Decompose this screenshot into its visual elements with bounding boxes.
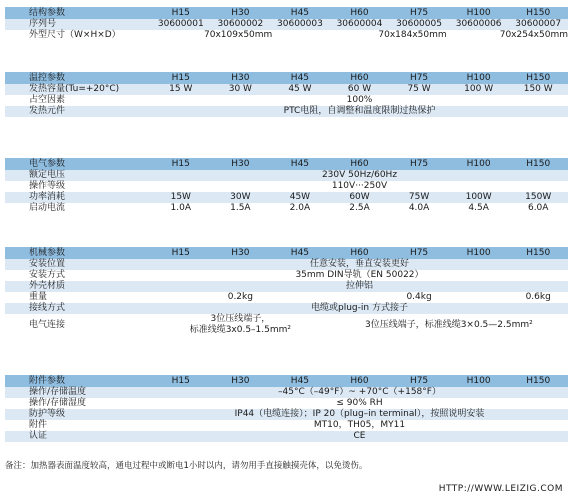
dims-value-medium: 70x184x50mm [378, 30, 447, 40]
power-value: 100 W [464, 84, 494, 94]
serial-value: 30600005 [396, 19, 442, 29]
accessory-header [5, 375, 568, 387]
op-humidity-row [5, 398, 568, 409]
current-value: 2.0A [289, 203, 311, 213]
model-h75: H75 [409, 159, 429, 169]
accessories-row [5, 420, 568, 431]
serial-value: 30600002 [217, 19, 264, 29]
section-title: 温控参数 [29, 73, 66, 83]
voltage-row [5, 170, 568, 181]
model-h75: H75 [409, 8, 429, 18]
model-h30: H30 [231, 73, 250, 83]
certification-value: CE [353, 431, 366, 441]
model-h150: H150 [526, 376, 551, 386]
model-h75: H75 [409, 248, 429, 258]
serial-value: 30600007 [515, 19, 562, 29]
row-label: 电气连接 [29, 319, 66, 330]
row-label: 额定电压 [29, 170, 66, 180]
row-label: 重量 [29, 292, 48, 302]
model-h150: H150 [526, 73, 551, 83]
model-h45: H45 [290, 73, 310, 83]
footer-note: 备注：加热器表面温度较高，通电过程中或断电1小时以内，请勿用手直接触摸壳体，以免烫伤。 [5, 461, 368, 471]
model-h60: H60 [350, 8, 369, 18]
model-h100: H100 [466, 8, 491, 18]
connection-large: 3位压线端子，标准线缆3×0.5—2.5mm² [364, 319, 533, 330]
model-h100: H100 [466, 159, 491, 169]
serial-row [5, 19, 568, 30]
row-label: 序列号 [29, 19, 57, 29]
material-row [5, 281, 568, 292]
protection-row [5, 409, 568, 420]
current-value: 1.0A [170, 203, 192, 213]
accessories-value: MT10，TH05，MY11 [313, 420, 406, 430]
material-value: 拉伸铝 [345, 281, 373, 291]
dims-value-large: 70x254x50mm [499, 30, 568, 40]
model-h15: H15 [171, 376, 190, 386]
serial-value: 30600004 [336, 19, 383, 29]
space-value: 100% [346, 95, 373, 105]
structure-section [5, 7, 568, 41]
level-row [5, 181, 568, 192]
power-value: 15 W [169, 84, 193, 94]
op-temp-value: –45°C（–49°F）~ +70°C（+158°F） [278, 387, 441, 397]
weight-medium: 0.4kg [406, 292, 432, 302]
power-row [5, 84, 568, 95]
row-label: 启动电流 [29, 203, 66, 213]
consumption-value: 45W [289, 192, 311, 202]
model-h15: H15 [171, 73, 190, 83]
connection-small: 3位压线端子， 标准线缆3x0.5–1.5mm² [189, 314, 292, 335]
consumption-value: 60W [349, 192, 370, 202]
model-h30: H30 [231, 376, 250, 386]
connection-row [5, 314, 568, 336]
section-title: 电气参数 [29, 159, 66, 169]
consumption-value: 100W [465, 192, 492, 202]
website-url[interactable]: HTTP://WWW.LEIZIG.COM [438, 484, 563, 494]
model-h45: H45 [290, 159, 310, 169]
thermal-header [5, 72, 568, 84]
row-label: 外壳材质 [29, 281, 66, 291]
method-row [5, 270, 568, 281]
space-row [5, 95, 568, 106]
row-label: 安装方式 [29, 270, 66, 280]
power-value: 45 W [288, 84, 312, 94]
weight-large: 0.6kg [525, 292, 551, 302]
serial-value: 30600003 [277, 19, 323, 29]
model-h60: H60 [350, 248, 369, 258]
mechanical-header [5, 247, 568, 259]
protection-value: IP44（电缆连接）；IP 20（plug–in terminal），按照说明安装 [234, 409, 485, 419]
model-h75: H75 [409, 73, 429, 83]
accessory-section [5, 375, 568, 442]
row-label: 操作等级 [29, 181, 66, 191]
wiring-value: 电缆或plug-in 方式接子 [311, 303, 408, 313]
current-value: 2.5A [349, 203, 370, 213]
row-label: 操作/存储温度 [29, 387, 87, 397]
model-h45: H45 [290, 248, 310, 258]
consumption-value: 150W [525, 192, 552, 202]
model-h150: H150 [526, 159, 551, 169]
model-h15: H15 [171, 248, 190, 258]
dims-value-small: 70x109x50mm [204, 30, 273, 40]
section-title: 结构参数 [29, 8, 66, 18]
consumption-value: 75W [408, 192, 430, 202]
model-h75: H75 [409, 376, 429, 386]
model-h30: H30 [231, 8, 250, 18]
element-row [5, 106, 568, 117]
consumption-row [5, 192, 568, 203]
consumption-value: 15W [170, 192, 191, 202]
row-label: 附件 [29, 420, 48, 430]
power-value: 30 W [228, 84, 252, 94]
op-humidity-value: ≤ 90% RH [336, 398, 383, 408]
model-h60: H60 [350, 73, 369, 83]
row-label: 外型尺寸（W×H×D） [29, 30, 121, 40]
model-h150: H150 [526, 8, 551, 18]
row-label: 防护等级 [29, 409, 66, 419]
model-h15: H15 [171, 8, 190, 18]
serial-value: 30600001 [157, 19, 204, 29]
electrical-header [5, 158, 568, 170]
model-h100: H100 [466, 73, 491, 83]
dims-row [5, 30, 568, 41]
model-h30: H30 [231, 248, 250, 258]
row-label: 占空因素 [29, 95, 66, 105]
certification-row [5, 431, 568, 442]
model-h45: H45 [290, 376, 310, 386]
model-h60: H60 [350, 376, 369, 386]
position-value: 任意安装，垂直安装更好 [309, 259, 409, 269]
element-value: PTC电阻，自调整和温度限制过热保护 [283, 106, 436, 116]
section-title: 机械参数 [29, 248, 66, 258]
structure-header [5, 7, 568, 19]
current-value: 4.0A [408, 203, 430, 213]
row-label: 安装位置 [29, 259, 66, 269]
current-row [5, 203, 568, 214]
current-value: 4.5A [468, 203, 489, 213]
consumption-value: 30W [230, 192, 251, 202]
thermal-section [5, 72, 568, 117]
level-value: 110V···250V [331, 181, 388, 191]
model-h150: H150 [526, 248, 551, 258]
method-value: 35mm DIN导轨（EN 50022） [295, 270, 424, 280]
row-label: 功率消耗 [29, 192, 66, 202]
model-h100: H100 [466, 376, 491, 386]
mechanical-section [5, 247, 568, 336]
model-h30: H30 [231, 159, 250, 169]
row-label: 发热容量(Tu=+20°C) [29, 84, 120, 94]
weight-small: 0.2kg [227, 292, 253, 302]
power-value: 75 W [407, 84, 431, 94]
row-label: 接线方式 [29, 303, 66, 313]
serial-value: 30600006 [455, 19, 502, 29]
position-row [5, 259, 568, 270]
current-value: 6.0A [527, 203, 549, 213]
wiring-row [5, 303, 568, 314]
weight-row [5, 292, 568, 303]
op-temp-row [5, 387, 568, 398]
model-h15: H15 [171, 159, 190, 169]
power-value: 60 W [347, 84, 372, 94]
electrical-section [5, 158, 568, 214]
row-label: 认证 [29, 431, 48, 441]
voltage-value: 230V 50Hz/60Hz [321, 170, 398, 180]
section-title: 附件参数 [29, 376, 66, 386]
model-h45: H45 [290, 8, 310, 18]
model-h60: H60 [350, 159, 369, 169]
model-h100: H100 [466, 248, 491, 258]
row-label: 发热元件 [29, 106, 66, 116]
row-label: 操作/存储湿度 [29, 398, 87, 408]
power-value: 150 W [523, 84, 553, 94]
current-value: 1.5A [230, 203, 251, 213]
